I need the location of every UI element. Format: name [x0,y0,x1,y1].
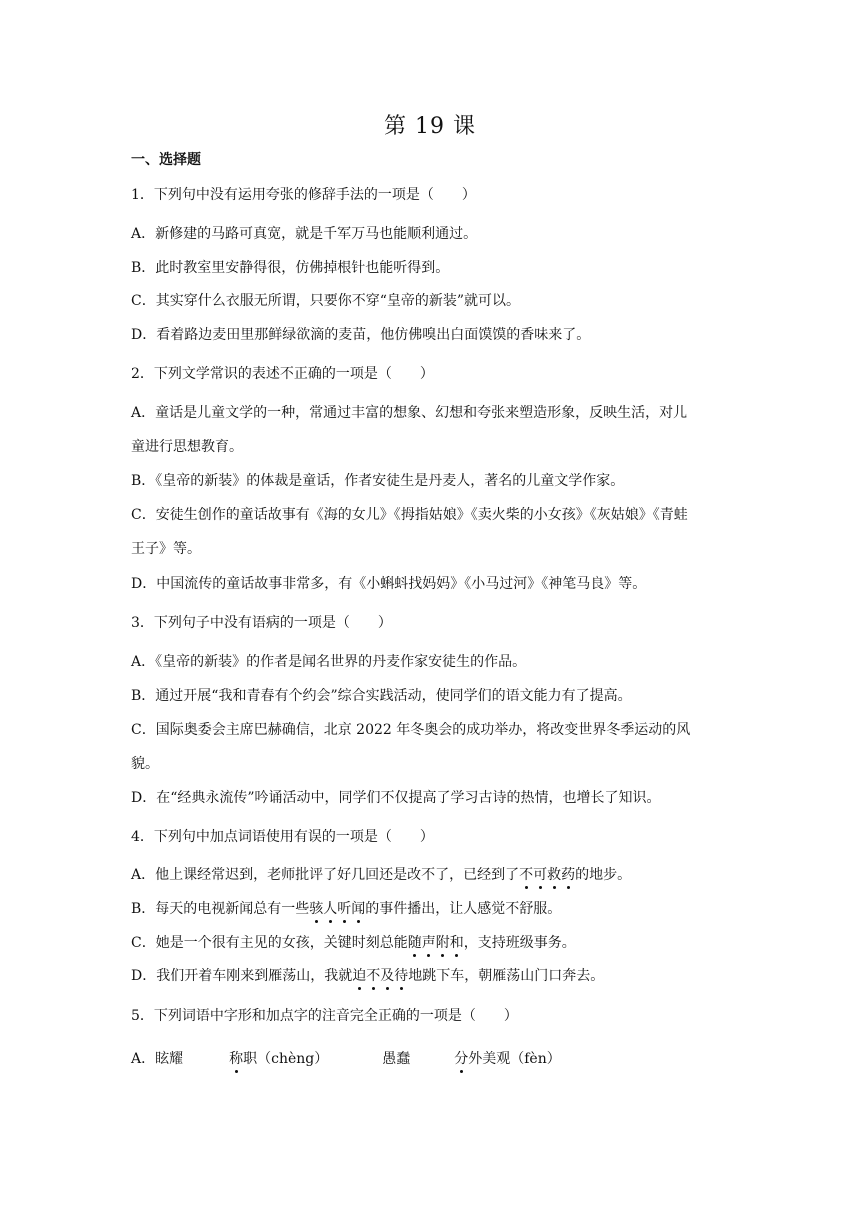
question-1-stem: 1．下列句中没有运用夸张的修辞手法的一项是（ ） [131,187,476,203]
emphasized-char: 可 [533,867,548,883]
question-2-option-c-line2: 王子》等。 [131,541,201,557]
option-label: A． [131,1051,156,1067]
emphasized-char: 人 [323,901,338,917]
emphasized-word [408,935,464,951]
emphasized-char: 听 [337,901,352,917]
question-4-stem: 4．下列句中加点词语使用有误的一项是（ ） [131,829,434,845]
option-text: D．我们开着车刚来到雁荡山，我就 [131,968,353,984]
option-text: B．每天的电视新闻总有一些 [131,901,310,917]
question-4-option-b [131,899,561,919]
question-3-option-c-line1: C．国际奥委会主席巴赫确信，北京 2022 年冬奥会的成功举办，将改变世界冬季运动的风 [131,722,691,738]
word-3: 愚蠢 [382,1051,411,1067]
option-text: A．他上课经常迟到，老师批评了好几回还是改不了，已经到了 [131,867,520,883]
question-3-option-c-line2: 貌。 [131,756,159,772]
question-1-option-d: D．看着路边麦田里那鲜绿欲滴的麦苗，他仿佛嗅出白面馍馍的香味来了。 [131,327,591,343]
option-text: 的事件播出，让人感觉不舒服。 [365,901,562,917]
emphasized-char: 声 [421,935,436,951]
emphasized-char: 附 [435,935,450,951]
section-heading: 一、选择题 [131,152,201,168]
emphasized-char: 迫 [352,968,367,984]
question-2-stem: 2．下列文学常识的表述不正确的一项是（ ） [131,366,434,382]
option-text: C．她是一个很有主见的女孩，关键时刻总能 [131,935,408,951]
question-3-option-b: B．通过开展“我和青春有个约会”综合实践活动，使同学们的语文能力有了提高。 [131,688,632,704]
question-5-option-a [131,1049,561,1069]
emphasized-word [352,968,408,984]
option-text: 的地步。 [575,867,632,883]
emphasized-char: 救 [547,867,562,883]
emphasized-char: 分 [454,1051,469,1067]
question-1-option-c: C．其实穿什么衣服无所谓，只要你不穿“皇帝的新装”就可以。 [131,293,521,309]
emphasized-char: 待 [394,968,409,984]
word-1: 眩耀 [155,1051,184,1067]
emphasized-char: 骇 [309,901,324,917]
emphasized-char: 及 [380,968,395,984]
emphasized-char: 药 [561,867,576,883]
question-5-stem: 5．下列词语中字形和加点字的注音完全正确的一项是（ ） [131,1008,518,1024]
emphasized-char: 闻 [351,901,366,917]
option-text: ，支持班级事务。 [463,935,576,951]
page-title: 第 19 课 [384,114,476,139]
question-2-option-c-line1: C．安徒生创作的童话故事有《海的女儿》《拇指姑娘》《卖火柴的小女孩》《灰姑娘》《青蛙 [131,507,688,523]
question-4-option-a [131,865,631,885]
question-3-option-d: D．在“经典永流传”吟诵活动中，同学们不仅提高了学习古诗的热情，也增长了知识。 [131,790,661,806]
emphasized-char: 和 [449,935,464,951]
question-3-option-a: A．《皇帝的新装》的作者是闻名世界的丹麦作家安徒生的作品。 [131,654,527,670]
question-3-stem: 3．下列句子中没有语病的一项是（ ） [131,615,392,631]
question-1-option-b: B．此时教室里安静得很，仿佛掉根针也能听得到。 [131,260,450,276]
option-text: 地跳下车，朝雁荡山门口奔去。 [408,968,605,984]
question-2-option-a-line2: 童进行思想教育。 [131,439,243,455]
question-2-option-b: B．《皇帝的新装》的体裁是童话，作者安徒生是丹麦人，著名的儿童文学作家。 [131,473,625,489]
emphasized-char: 不 [366,968,381,984]
emphasized-char: 不 [519,867,534,883]
question-2-option-d: D．中国流传的童话故事非常多，有《小蝌蚪找妈妈》《小马过河》《神笔马良》等。 [131,576,647,592]
word-2-rest: 职（chèng） [243,1051,329,1067]
emphasized-word [309,901,365,917]
word-4-rest: 外美观（fèn） [468,1051,561,1067]
emphasized-char: 称 [229,1051,244,1067]
question-1-option-a: A．新修建的马路可真宽，就是千军万马也能顺利通过。 [131,226,478,242]
question-2-option-a-line1: A．童话是儿童文学的一种，常通过丰富的想象、幻想和夸张来塑造形象，反映生活，对儿 [131,405,688,421]
question-4-option-d [131,966,604,986]
question-4-option-c [131,933,576,953]
emphasized-char: 随 [407,935,422,951]
emphasized-word [519,867,575,883]
